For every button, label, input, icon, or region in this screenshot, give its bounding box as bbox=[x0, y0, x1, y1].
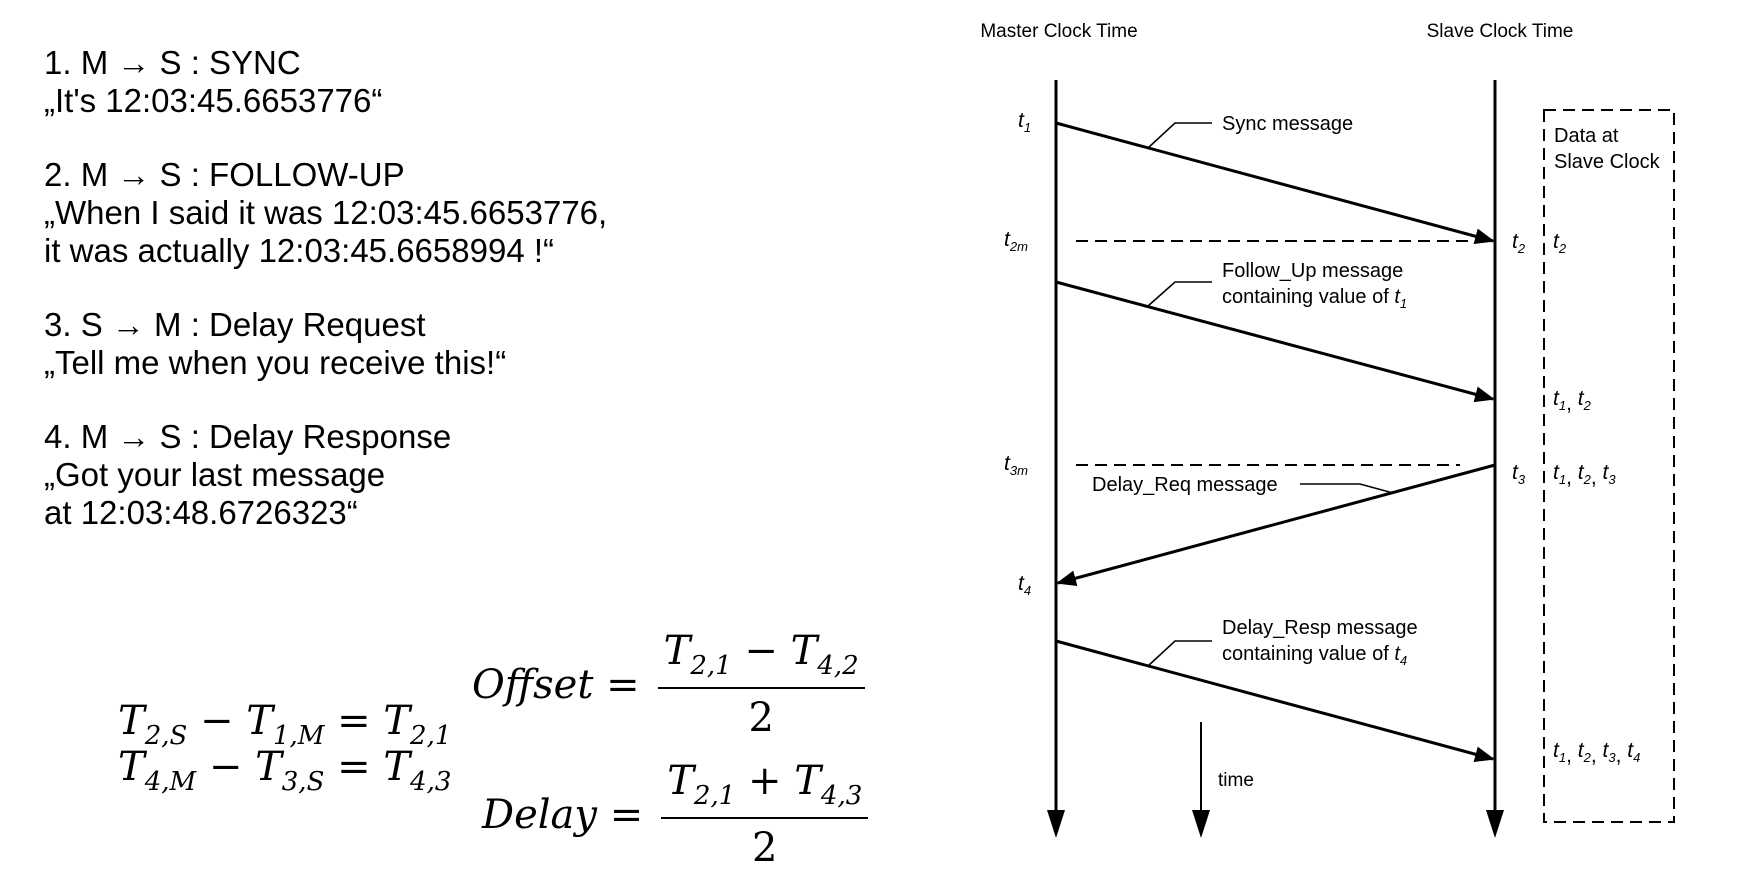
master-mark-t4: $t_4$ bbox=[1018, 572, 1032, 598]
message-step-title: 3. S → M : Delay Request bbox=[44, 306, 426, 343]
follow-up-message-value: containing value of $t_1$ bbox=[1222, 286, 1408, 311]
slave-clock-label: Slave Clock Time bbox=[1426, 21, 1574, 42]
master-clock-label: Master Clock Time bbox=[980, 21, 1138, 42]
master-timeline-arrowhead bbox=[1047, 810, 1065, 838]
slave-data-box-title-line1: Data at bbox=[1554, 125, 1619, 147]
message-step-title: 2. M → S : FOLLOW-UP bbox=[44, 156, 405, 193]
delay-req-leader-line bbox=[1300, 484, 1393, 493]
time-label: time bbox=[1218, 770, 1254, 791]
message-step-title: 4. M → S : Delay Response bbox=[44, 418, 452, 455]
slave-mark-t2: $t_2$ bbox=[1512, 230, 1526, 256]
follow-up-leader-line bbox=[1148, 282, 1212, 306]
slave-data-row: $t_1$, $t_2$, $t_3$, $t_4$ bbox=[1553, 739, 1641, 767]
delay-req-message-label: Delay_Req message bbox=[1092, 474, 1278, 496]
delay-resp-message-value: containing value of $t_4$ bbox=[1222, 643, 1408, 668]
delay-resp-leader-line bbox=[1148, 641, 1212, 666]
message-step-quote: „It's 12:03:45.6653776“ bbox=[44, 82, 383, 119]
message-step-title: 1. M → S : SYNC bbox=[44, 44, 301, 81]
sync-message-label: Sync message bbox=[1222, 113, 1354, 135]
slave-data-box bbox=[1544, 110, 1674, 822]
time-arrowhead bbox=[1192, 810, 1210, 838]
sync-message-arrow bbox=[1056, 123, 1493, 241]
message-step-quote: „When I said it was 12:03:45.6653776, bbox=[44, 194, 608, 231]
master-mark-t2m: $t_{2m}$ bbox=[1004, 228, 1028, 254]
slave-mark-t3: $t_3$ bbox=[1512, 461, 1526, 487]
offset-formula: Offset = $\frac{T_{2,1} - T_{4,2}}{2}$ bbox=[472, 628, 865, 741]
master-mark-t3m: $t_{3m}$ bbox=[1004, 452, 1028, 478]
equation-t43: $T_{4,M} - T_{3,S} = T_{4,3}$ bbox=[118, 744, 452, 797]
equation-t21: $T_{2,S} - T_{1,M} = T_{2,1}$ bbox=[118, 698, 452, 751]
message-step-quote: it was actually 12:03:45.6658994 !“ bbox=[44, 232, 555, 269]
slave-data-row: $t_2$ bbox=[1553, 230, 1567, 256]
sync-leader-line bbox=[1148, 123, 1212, 148]
slave-data-row: $t_1$, $t_2$, $t_3$ bbox=[1553, 461, 1616, 489]
delay-resp-message-label: Delay_Resp message bbox=[1222, 617, 1418, 639]
follow-up-message-label: Follow_Up message bbox=[1222, 260, 1404, 282]
message-step-quote: at 12:03:48.6726323“ bbox=[44, 494, 358, 531]
slave-data-values bbox=[1553, 230, 1640, 767]
message-step-quote: „Tell me when you receive this!“ bbox=[44, 344, 507, 381]
message-step-quote: „Got your last message bbox=[44, 456, 386, 493]
delay-formula: Delay = $\frac{T_{2,1} + T_{4,3}}{2}$ bbox=[482, 758, 868, 871]
master-mark-t1: $t_1$ bbox=[1018, 109, 1032, 135]
slave-data-box-title-line2: Slave Clock bbox=[1554, 151, 1660, 173]
slave-timeline-arrowhead bbox=[1486, 810, 1504, 838]
slave-data-row: $t_1$, $t_2$ bbox=[1553, 387, 1591, 415]
